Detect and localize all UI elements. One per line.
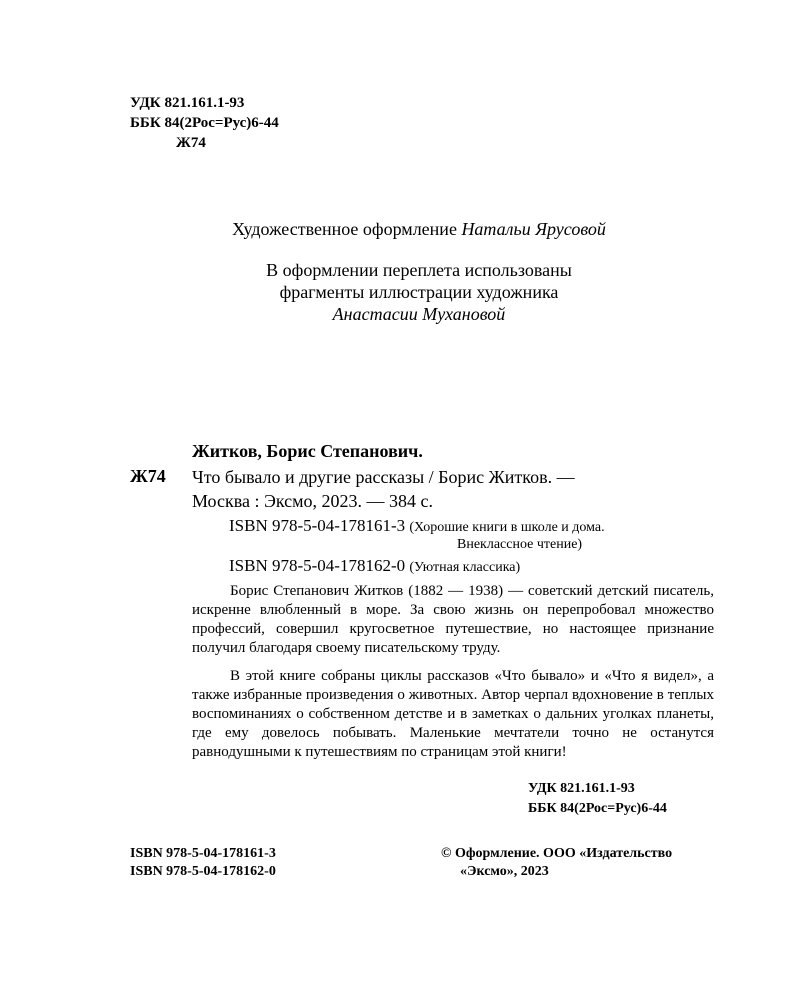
- record-author-mark: Ж74: [130, 466, 166, 486]
- isbn-series-note-cont: Внеклассное чтение): [457, 537, 583, 552]
- copyright-line-2: «Эксмо», 2023: [460, 864, 549, 879]
- isbn-entry-2: [229, 555, 520, 579]
- udk-code: УДК 821.161.1-93: [130, 95, 245, 111]
- copyright-line-1: © Оформление. ООО «Издательство: [441, 846, 673, 861]
- annotation-paragraph-1: Борис Степанович Житков (1882 — 1938) — советский детский писатель, искренне влюбленный в море. За свою жизнь он перепробовал множество профессий, совершил кругосветное путешествие, но настоящее признание получил благодаря своему писательскому труду.: [192, 583, 714, 656]
- design-credit: [0, 217, 800, 241]
- footer-isbn-2: ISBN 978-5-04-178162-0: [130, 864, 276, 879]
- isbn-series-note: (Уютная классика): [409, 560, 521, 575]
- record-title-line-2: Москва : Эксмо, 2023. — 384 с.: [192, 491, 434, 511]
- udk-code-repeat: УДК 821.161.1-93: [528, 781, 635, 796]
- record-title-line-1: Что бывало и другие рассказы / Борис Житков. —: [192, 467, 575, 487]
- designer-name: Натальи Ярусовой: [461, 219, 606, 239]
- design-credit-prefix: Художественное оформление: [232, 219, 457, 239]
- author-mark: Ж74: [176, 135, 206, 151]
- bbk-code-repeat: ББК 84(2Рос=Рус)6-44: [528, 801, 667, 816]
- isbn-entry-1: [229, 515, 605, 539]
- isbn-number: ISBN 978-5-04-178161-3: [229, 516, 406, 535]
- isbn-number: ISBN 978-5-04-178162-0: [229, 556, 406, 575]
- isbn-series-note: (Хорошие книги в школе и дома.: [409, 520, 605, 535]
- record-author: Житков, Борис Степанович.: [192, 441, 423, 461]
- cover-artist-name: Анастасии Мухановой: [332, 304, 506, 324]
- annotation-paragraph-2: В этой книге собраны циклы рассказов «Что бывало» и «Что я видел», а также избранные произведения о животных. Автор черпал вдохновение в теплых воспоминаниях о собственном детстве и в заметках о дальних уголках планеты, где ему довелось побывать. Маленькие мечтатели точно не останутся равнодушными к путешествиям по страницам этой книги!: [192, 668, 714, 760]
- bbk-code: ББК 84(2Рос=Рус)6-44: [130, 115, 279, 131]
- footer-isbn-1: ISBN 978-5-04-178161-3: [130, 846, 276, 861]
- cover-credit-line-1: В оформлении переплета использованы: [266, 260, 572, 280]
- cover-credit-line-2: фрагменты иллюстрации художника: [279, 282, 559, 302]
